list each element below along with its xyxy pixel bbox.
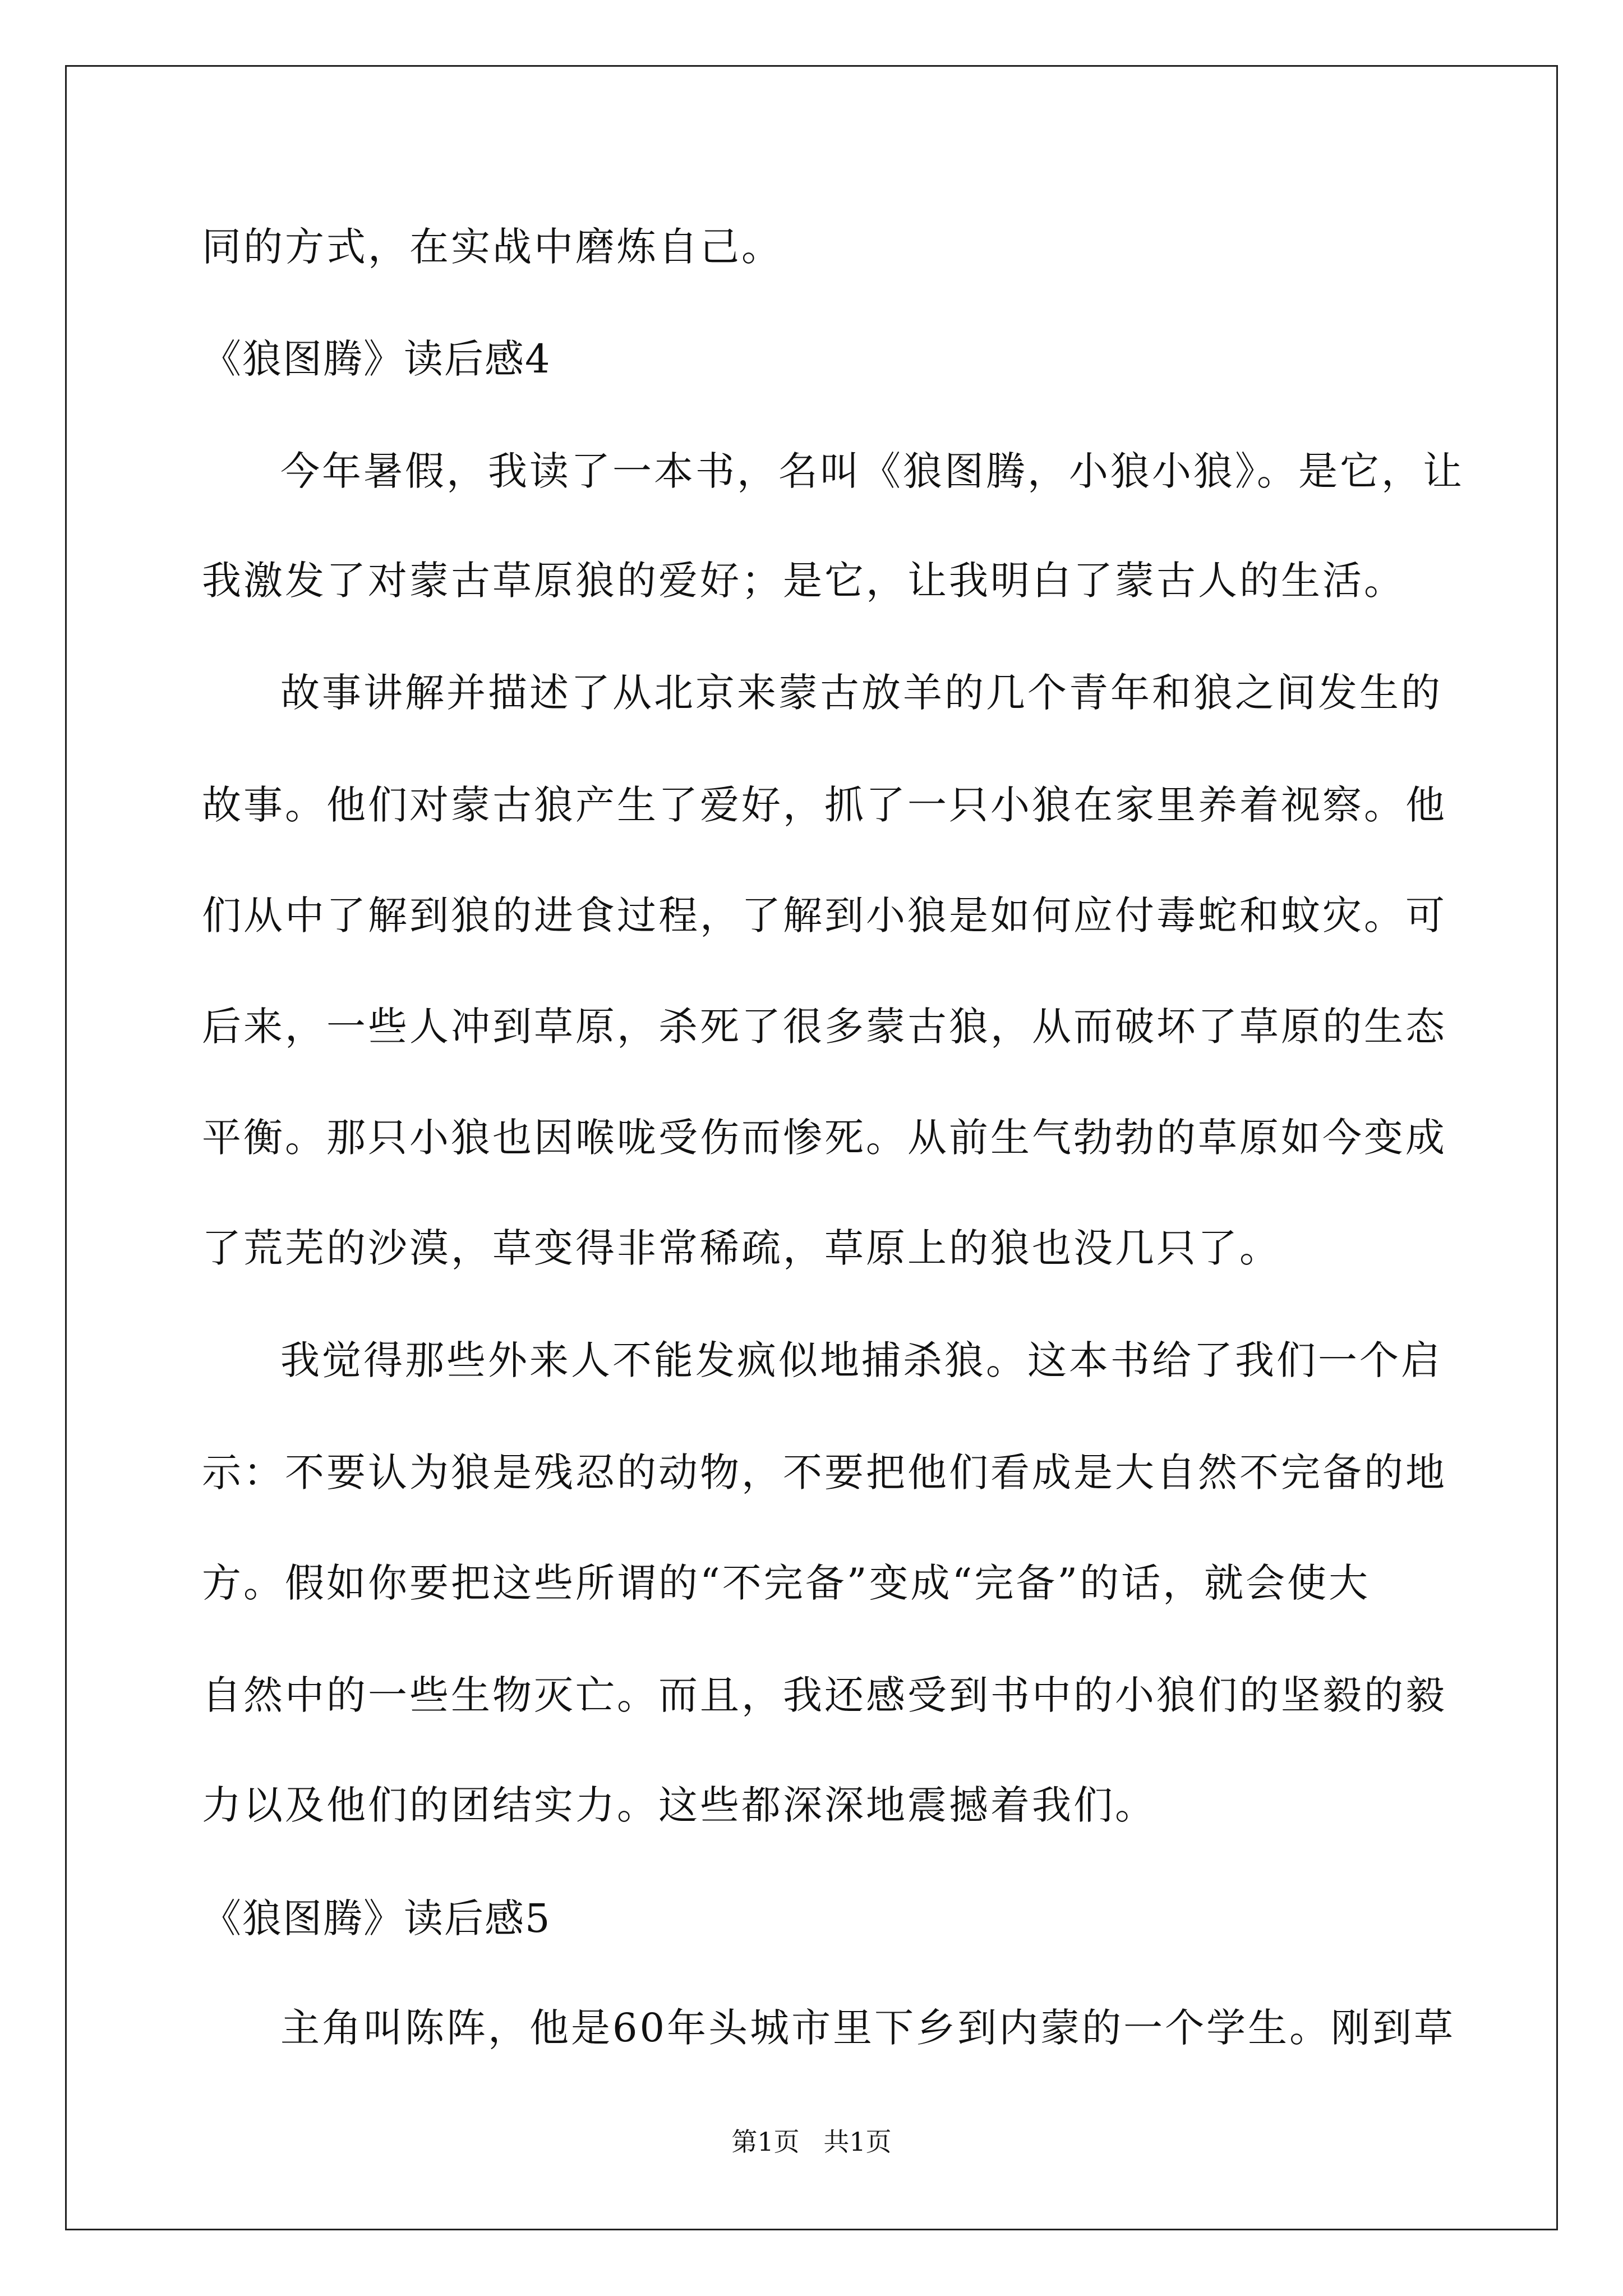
paragraph-line: 今年暑假，我读了一本书，名叫《狼图腾，小狼小狼》。是它，让 (280, 448, 1464, 494)
paragraph-line: 平衡。那只小狼也因喉咙受伤而惨死。从前生气勃勃的草原如今变成 (202, 1115, 1447, 1161)
section-heading: 《狼图腾》读后感5 (202, 1895, 551, 1941)
paragraph-line: 自然中的一些生物灭亡。而且，我还感受到书中的小狼们的坚毅的毅 (202, 1672, 1447, 1718)
paragraph-line: 主角叫陈阵，他是60年头城市里下乡到内蒙的一个学生。刚到草 (280, 2005, 1456, 2051)
paragraph-line: 示：不要认为狼是残忍的动物，不要把他们看成是大自然不完备的地 (202, 1450, 1447, 1496)
section-heading: 《狼图腾》读后感4 (202, 336, 551, 382)
paragraph-line: 们从中了解到狼的进食过程，了解到小狼是如何应付毒蛇和蚊灾。可 (202, 892, 1447, 938)
paragraph-line: 同的方式，在实战中磨炼自己。 (202, 224, 783, 270)
paragraph-line: 力以及他们的团结实力。这些都深深地震撼着我们。 (202, 1782, 1156, 1828)
paragraph-line: 了荒芜的沙漠，草变得非常稀疏，草原上的狼也没几只了。 (202, 1225, 1281, 1271)
page-number: 第1页 (731, 2127, 800, 2157)
paragraph-line: 故事。他们对蒙古狼产生了爱好，抓了一只小狼在家里养着视察。他 (202, 782, 1447, 828)
paragraph-line: 我觉得那些外来人不能发疯似地捕杀狼。这本书给了我们一个启 (280, 1337, 1442, 1383)
paragraph-line: 方。假如你要把这些所谓的“不完备”变成“完备”的话，就会使大 (202, 1560, 1371, 1606)
page-footer (0, 2125, 1623, 2159)
page-total: 共1页 (823, 2127, 892, 2157)
paragraph-line: 后来，一些人冲到草原，杀死了很多蒙古狼，从而破坏了草原的生态 (202, 1004, 1447, 1050)
paragraph-line: 故事讲解并描述了从北京来蒙古放羊的几个青年和狼之间发生的 (280, 670, 1442, 716)
paragraph-line: 我激发了对蒙古草原狼的爱好；是它，让我明白了蒙古人的生活。 (202, 558, 1405, 604)
